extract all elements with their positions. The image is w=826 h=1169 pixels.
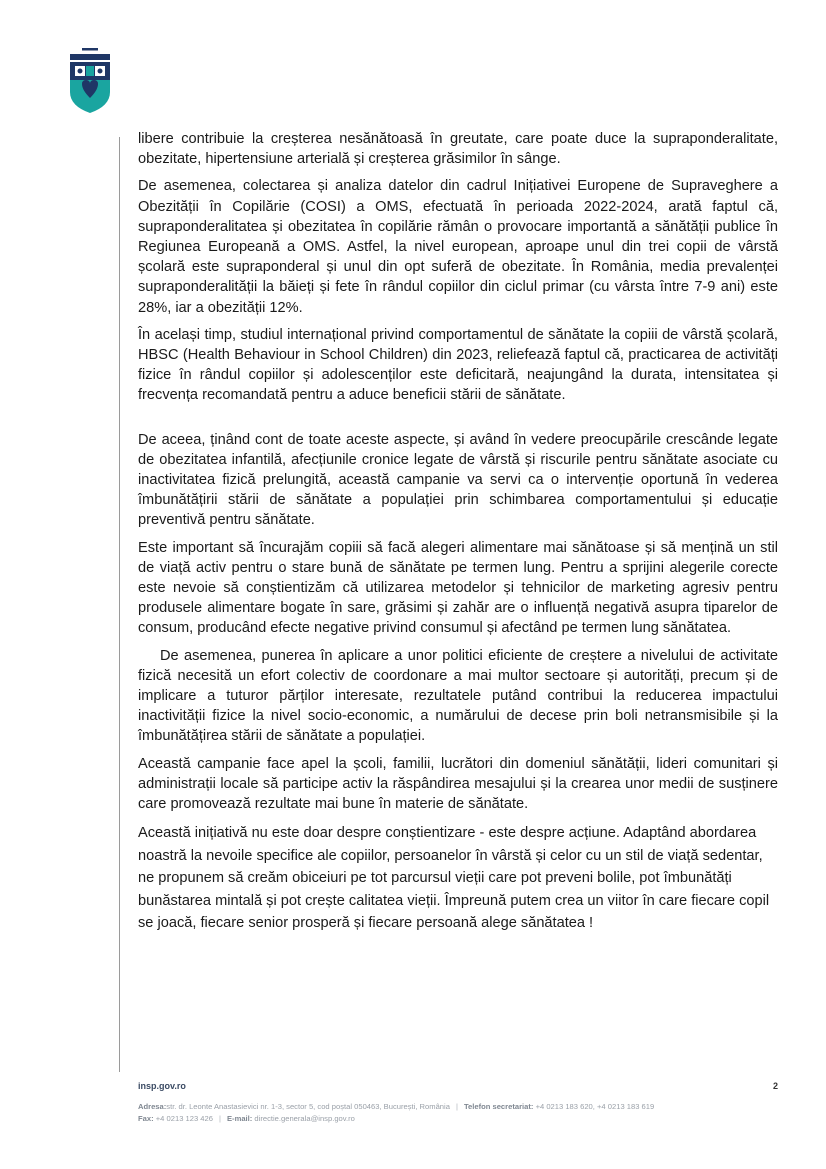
footer xyxy=(138,1081,778,1095)
address-text: str. dr. Leonte Anastasievici nr. 1-3, sector 5, cod poștal 050463, București, România xyxy=(166,1102,450,1111)
page-number: 2 xyxy=(772,1081,778,1091)
document-body xyxy=(138,129,778,942)
separator: | xyxy=(455,1102,458,1111)
footer-line-2 xyxy=(138,1113,798,1125)
paragraph-3: În același timp, studiul internațional privind comportamentul de sănătate la copiii de vârstă școlară, HBSC (Health Behaviour in School Children) din 2023, reliefează faptul că, practicarea de activități fizice în rândul copiilor și adolescenților este deficitară, neajungând la durata, intensitatea și frecvența recomandată pentru a aduce beneficii stării de sănătate. xyxy=(138,326,778,404)
paragraph-5: Este important să încurajăm copiii să facă alegeri alimentare mai sănătoase și să mențină un stil de viață activ pentru o stare bună de sănătate pe termen lung. Pentru a sprijini alegerile corecte este nevoie să conștientizăm că utilizarea metodelor și tehnicilor de marketing agresiv pentru produsele alimentare bogate în sare, grăsimi și zahăr are o influență negativă asupra tiparelor de consum, producând efecte negative privind consumul și afectând pe termen lung sănătatea. xyxy=(138,539,778,637)
paragraph-1: libere contribuie la creșterea nesănătoasă în greutate, care poate duce la supraponderalitate, obezitate, hipertensiune arterială și creșterea grăsimilor în sânge. xyxy=(138,131,778,168)
insp-shield-logo-icon xyxy=(66,48,114,114)
paragraph-6: De asemenea, punerea în aplicare a unor politici eficiente de creștere a nivelului de activitate fizică necesită un efort colectiv de coordonare a mai multor sectoare și autorități, precum și de implicare a tuturor părților interesate, rezultatele putând contribui la reducerea impactului inactivității fizice la nivel socio-economic, a numărului de decese prin boli netransmisibile și la îmbunătățirea stării de sănătate a populației. xyxy=(138,647,778,745)
footer-contact xyxy=(138,1101,798,1124)
paragraph-4: De aceea, ținând cont de toate aceste aspecte, și având în vedere preocupările crescânde legate de obezitatea infantilă, afecțiunile cronice legate de vârstă și riscurile pentru sănătate asociate cu inactivitatea fizică prelungită, această campanie va servi ca o intervenție oportună în vederea îmbunătățirii stării de sănătate a populației prin schimbarea comportamentului și educație preventivă pentru sănătate. xyxy=(138,431,778,529)
footer-site-link[interactable]: insp.gov.ro xyxy=(138,1081,186,1091)
address-label: Adresa: xyxy=(138,1102,167,1111)
phone-label: Telefon secretariat: xyxy=(463,1102,534,1111)
email-link[interactable]: directie.generala@insp.gov.ro xyxy=(254,1113,355,1123)
footer-line-1 xyxy=(138,1101,798,1113)
fax-label: Fax: xyxy=(138,1113,154,1123)
margin-rule xyxy=(119,137,120,1072)
insp-logo xyxy=(66,48,114,114)
fax-text: +4 0213 123 426 xyxy=(155,1113,213,1123)
phone-text: +4 0213 183 620, +4 0213 183 619 xyxy=(535,1102,655,1111)
paragraph-8: Această inițiativă nu este doar despre conștientizare - este despre acțiune. Adaptând abordarea noastră la nevoile specifice ale copiilor, persoanelor în vârstă și celor cu un stil de viață sedentar, ne propunem să creăm obiceiuri pe tot parcursul vieții care pot preveni bolile, pot îmbunătăți bunăstarea mintală și pot crește calitatea vieții. Împreună putem crea un viitor în care fiecare copil se joacă, fiecare senior prosperă și fiecare persoană alege sănătatea ! xyxy=(138,825,770,932)
email-label: E-mail: xyxy=(226,1113,253,1123)
separator: | xyxy=(218,1113,221,1123)
paragraph-7: Această campanie face apel la școli, familii, lucrători din domeniul sănătății, lideri comunitari și administrații locale să participe activ la răspândirea mesajului și la crearea unor medii de susținere care promovează rezultate mai bune în materie de sănătate. xyxy=(138,755,778,813)
paragraph-2: De asemenea, colectarea și analiza datelor din cadrul Inițiativei Europene de Supraveghere a Obezității în Copilărie (COSI) a OMS, efectuată în perioada 2022-2024, arată faptul că, supraponderalitatea și obezitatea în copilărie rămân o provocare importantă a sănătății publice în Regiunea Europeană a OMS. Astfel, la nivel european, aproape unul din trei copii de vârstă școlară este supraponderal și unul din opt suferă de obezitate. În România, media prevalenței supraponderalității la băieți și fete în rândul copiilor din ciclul primar (cu vârsta între 7-9 ani) este 28%, iar a obezității 12%. xyxy=(138,178,778,316)
